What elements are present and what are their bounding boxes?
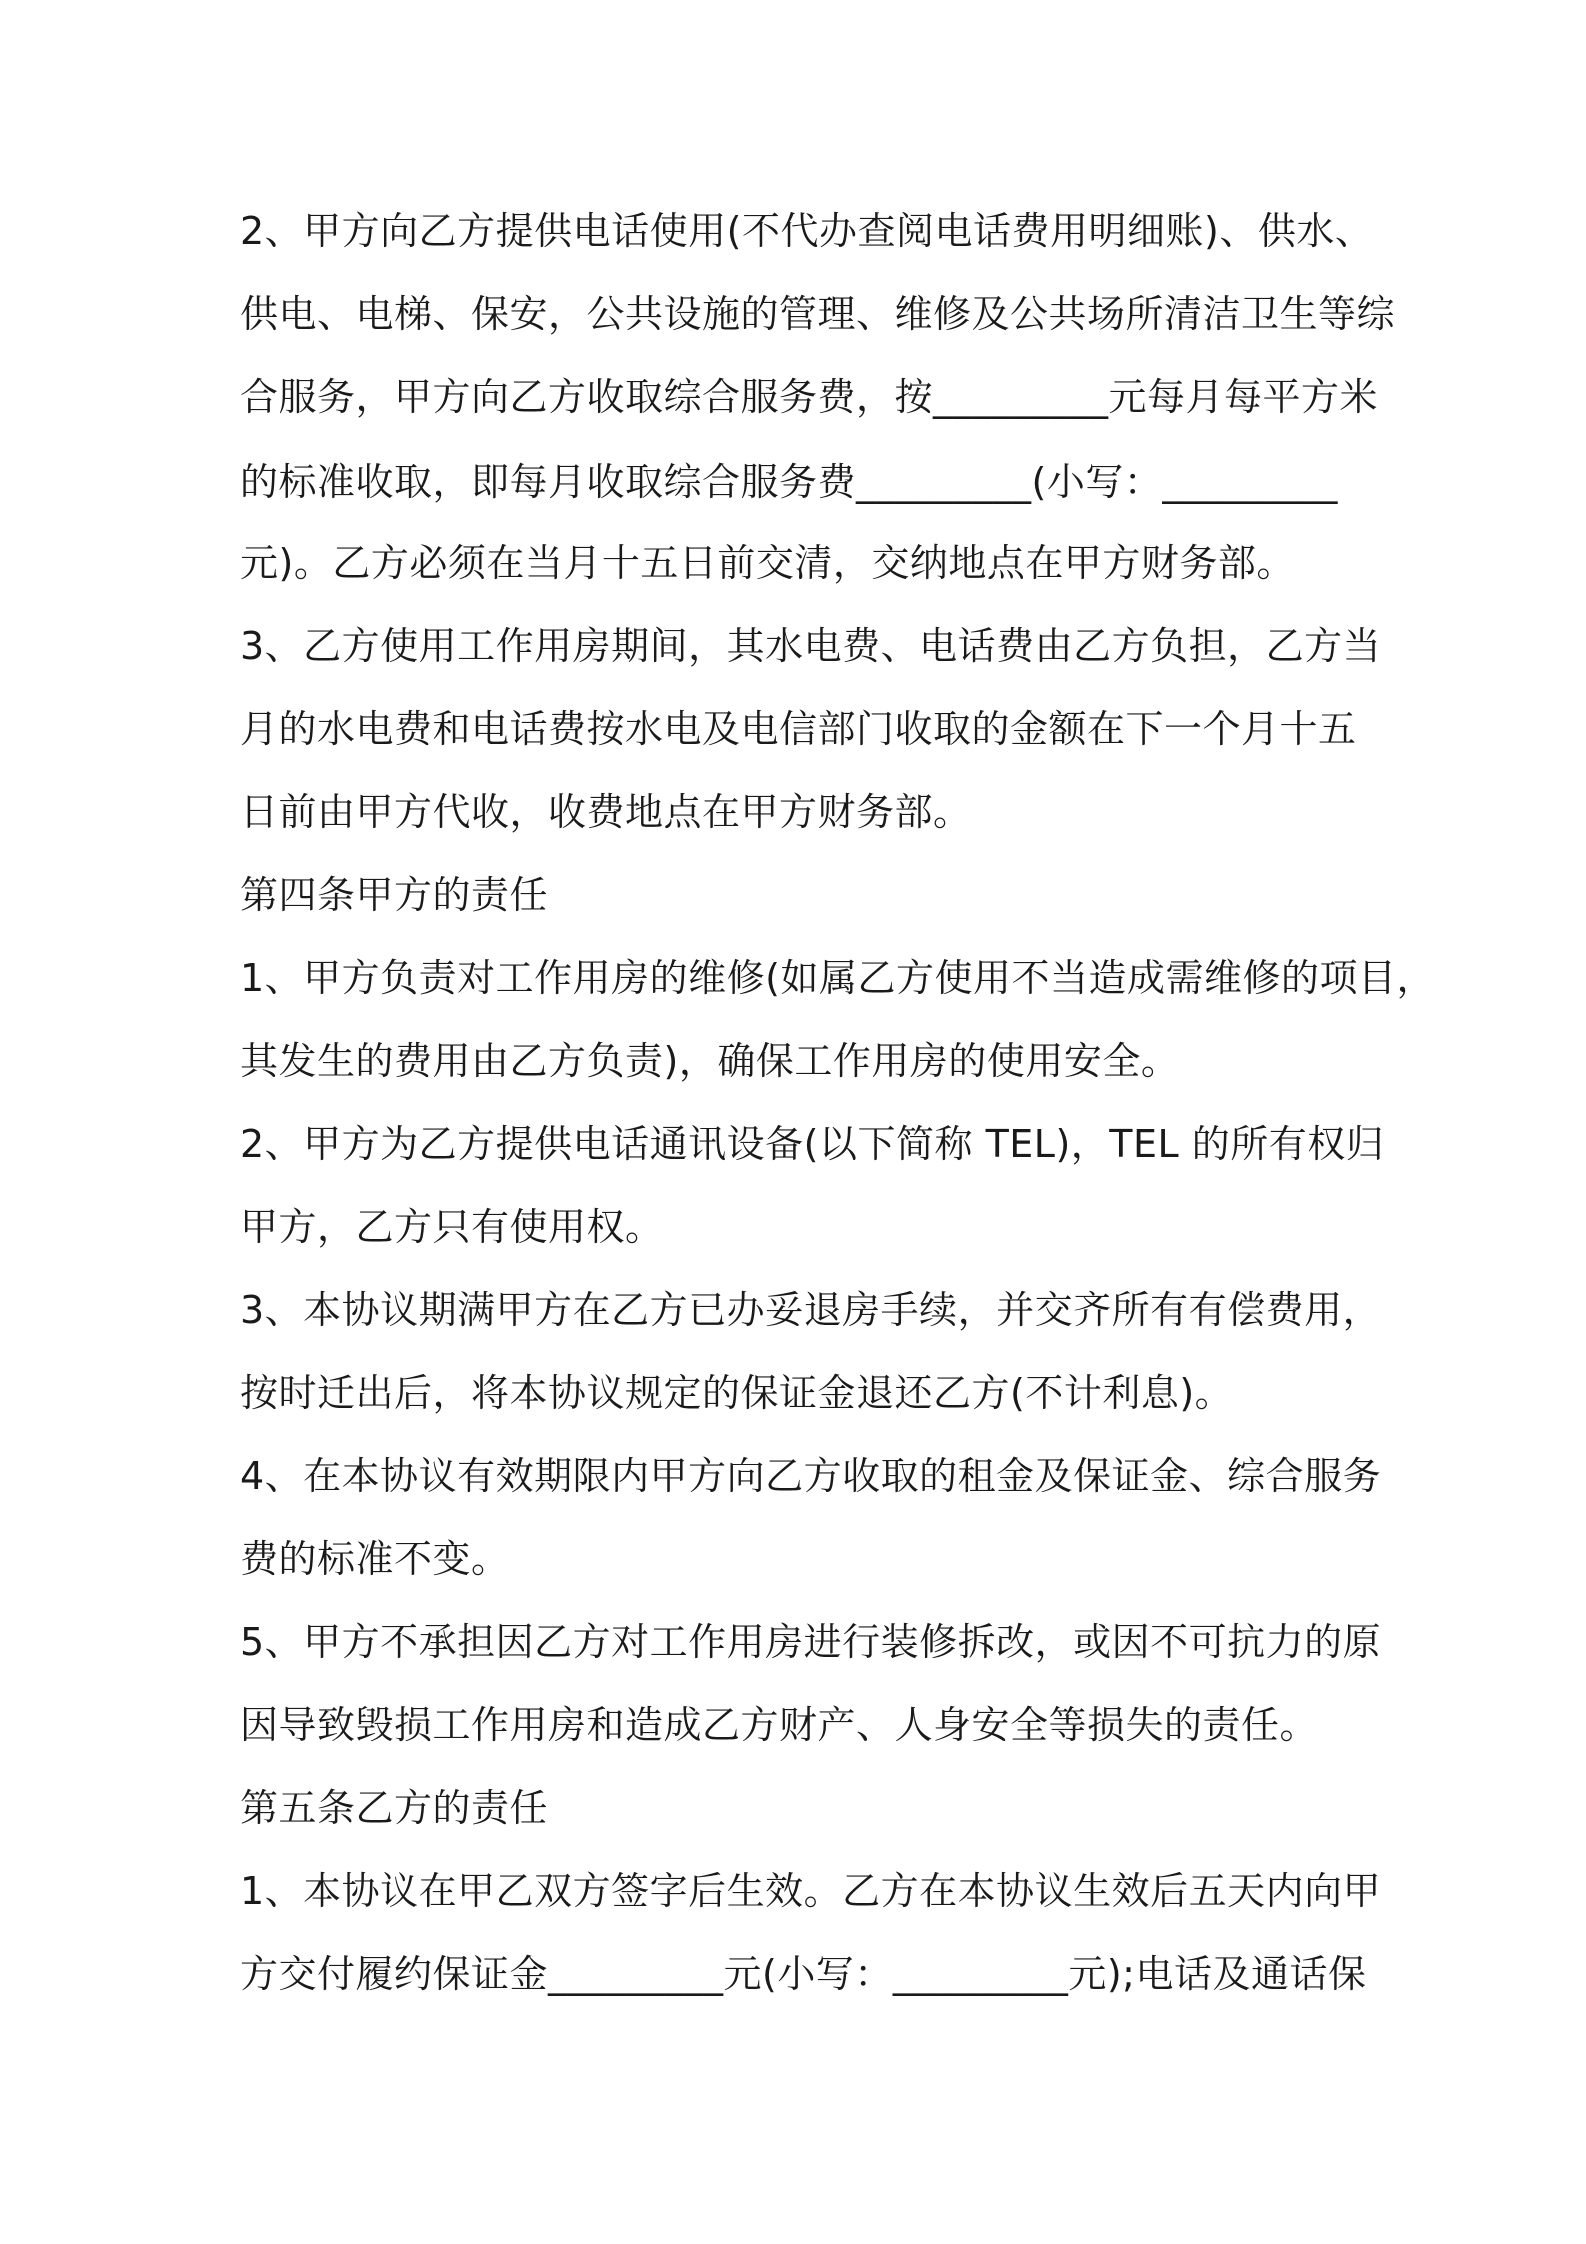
- text-line: 合服务，甲方向乙方收取综合服务费，按_________元每月每平方米: [240, 375, 1379, 419]
- text-line: 月的水电费和电话费按水电及电信部门收取的金额在下一个月十五: [240, 707, 1357, 751]
- text-line: 2、甲方为乙方提供电话通讯设备(以下简称 TEL)，TEL 的所有权归: [240, 1122, 1385, 1166]
- text-line: 3、本协议期满甲方在乙方已办妥退房手续，并交齐所有有偿费用，: [240, 1288, 1382, 1332]
- text-line: 1、本协议在甲乙双方签字后生效。乙方在本协议生效后五天内向甲: [240, 1869, 1382, 1913]
- text-line: 供电、电梯、保安，公共设施的管理、维修及公共场所清洁卫生等综: [240, 292, 1396, 336]
- text-line: 2、甲方向乙方提供电话使用(不代办查阅电话费用明细账)、供水、: [240, 209, 1374, 253]
- text-line: 按时迁出后，将本协议规定的保证金退还乙方(不计利息)。: [240, 1371, 1234, 1415]
- text-line: 1、甲方负责对工作用房的维修(如属乙方使用不当造成需维修的项目，: [240, 956, 1436, 1000]
- text-line: 甲方，乙方只有使用权。: [240, 1205, 664, 1249]
- text-line: 方交付履约保证金_________元(小写：_________元);电话及通话保: [240, 1952, 1367, 1996]
- section-heading: 第五条乙方的责任: [240, 1786, 549, 1830]
- text-line: 3、乙方使用工作用房期间，其水电费、电话费由乙方负担，乙方当: [240, 624, 1382, 668]
- text-line: 元)。乙方必须在当月十五日前交清，交纳地点在甲方财务部。: [240, 541, 1295, 585]
- text-line: 的标准收取，即每月收取综合服务费_________(小写：_________: [240, 460, 1338, 504]
- text-line: 4、在本协议有效期限内甲方向乙方收取的租金及保证金、综合服务: [240, 1454, 1382, 1498]
- section-heading: 第四条甲方的责任: [240, 873, 549, 917]
- text-line: 日前由甲方代收，收费地点在甲方财务部。: [240, 790, 972, 834]
- text-line: 费的标准不变。: [240, 1537, 510, 1581]
- text-line: 5、甲方不承担因乙方对工作用房进行装修拆改，或因不可抗力的原: [240, 1620, 1382, 1664]
- text-line: 因导致毁损工作用房和造成乙方财产、人身安全等损失的责任。: [240, 1703, 1319, 1747]
- text-line: 其发生的费用由乙方负责)，确保工作用房的使用安全。: [240, 1039, 1180, 1083]
